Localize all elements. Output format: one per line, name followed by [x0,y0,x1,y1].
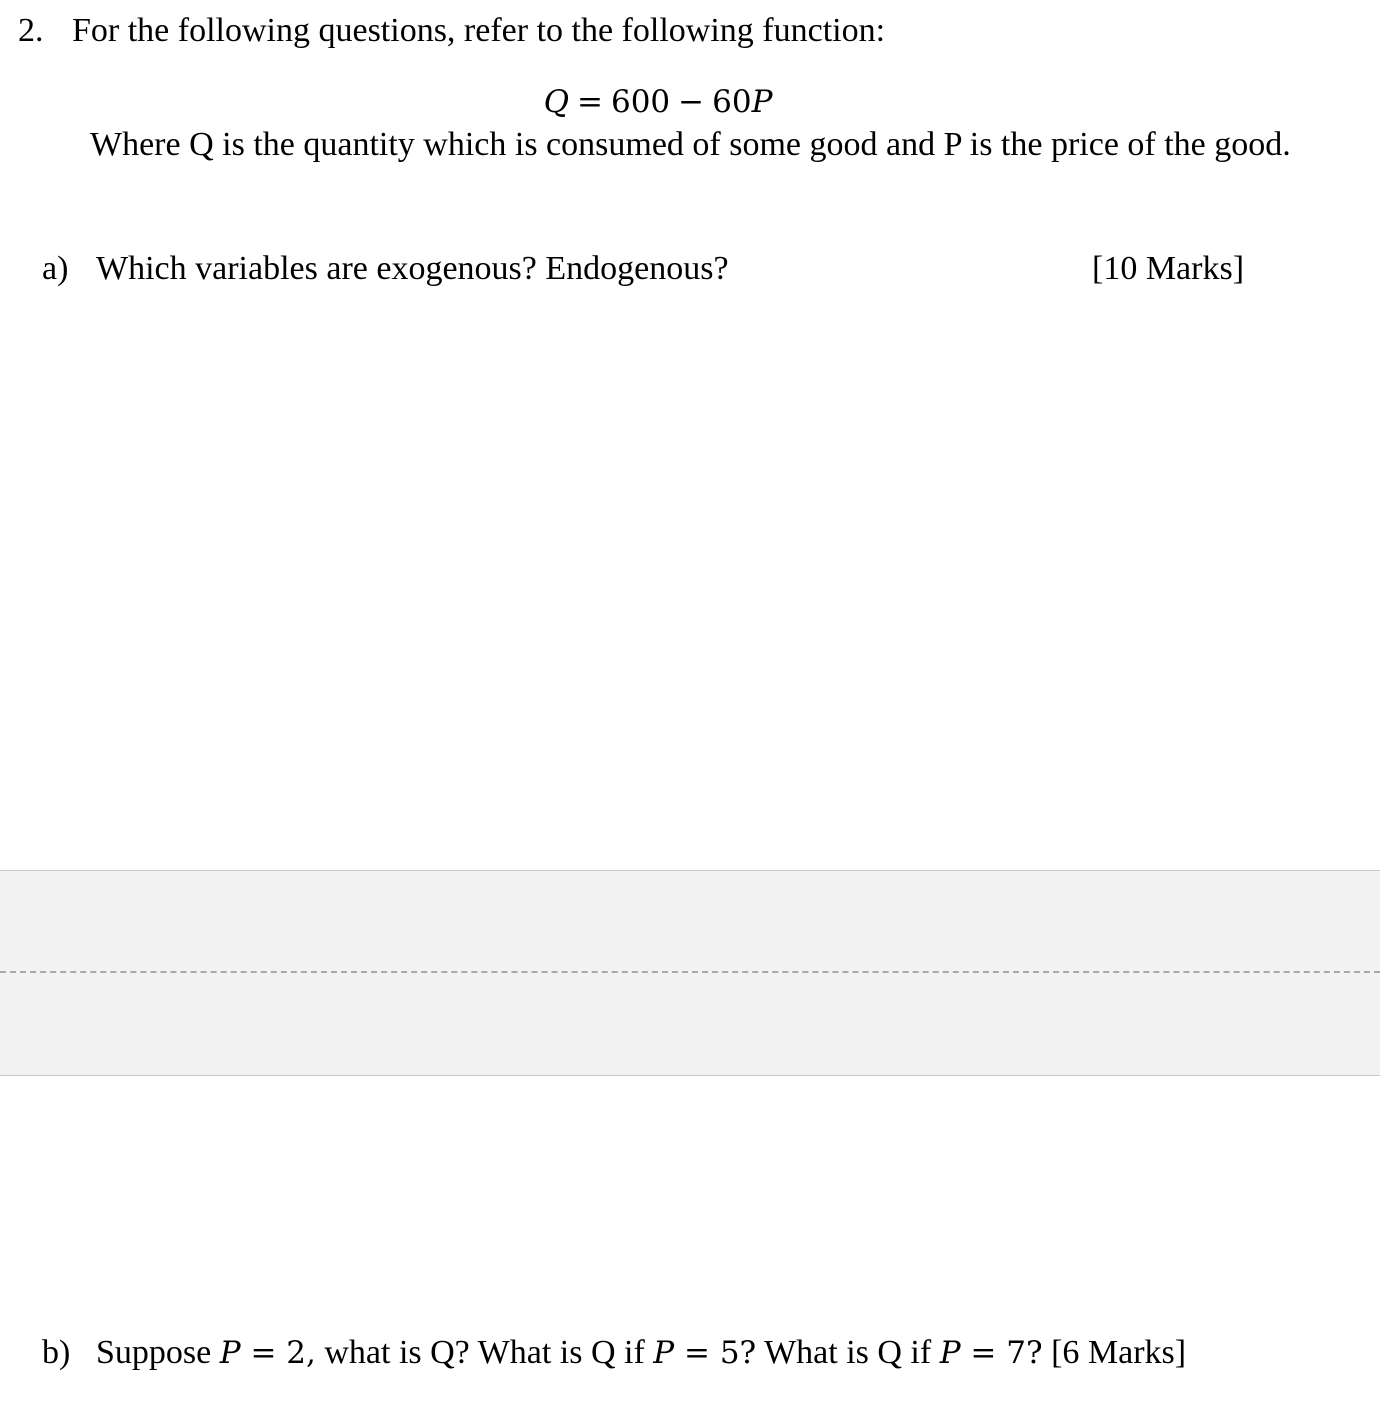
page-gap [0,870,1380,1076]
equation-lhs: Q [543,84,569,120]
equation-slope: 60 [712,84,752,120]
equation-minus: − [678,84,705,120]
demand-equation [0,80,1316,124]
part-a-marks: [10 Marks] [1092,250,1245,287]
part-b-math-2-rest: = 5? [674,1335,757,1371]
part-b-math-1 [220,1335,316,1371]
question-number: 2. [18,12,44,49]
part-b-math-3-var: P [939,1335,961,1371]
part-b-question [96,1332,1186,1374]
part-b-math-1-var: P [219,1335,241,1371]
equation-equals: = [576,84,603,120]
equation-intercept: 600 [610,84,671,120]
part-a-question: Which variables are exogenous? Endogenous? [96,250,729,287]
part-b-math-2 [653,1335,756,1371]
part-b-math-3 [940,1335,1043,1371]
part-b-marks: [6 Marks] [1042,1334,1187,1371]
part-b-label: b) [42,1334,71,1371]
variable-definition: Where Q is the quantity which is consumed of some good and P is the price of the good. [90,126,1291,163]
part-b-text-2: what is Q? What is Q if [315,1334,654,1371]
equation-price-var: P [751,84,773,120]
page-break-line [0,971,1380,973]
part-b-text-1: Suppose [96,1334,220,1371]
part-a-label: a) [42,250,69,287]
part-b-math-2-var: P [653,1335,675,1371]
part-b-text-3: What is Q if [756,1334,940,1371]
part-b-math-3-rest: = 7? [960,1335,1043,1371]
part-b-math-1-rest: = 2, [240,1335,316,1371]
question-intro: For the following questions, refer to the following function: [72,12,886,49]
